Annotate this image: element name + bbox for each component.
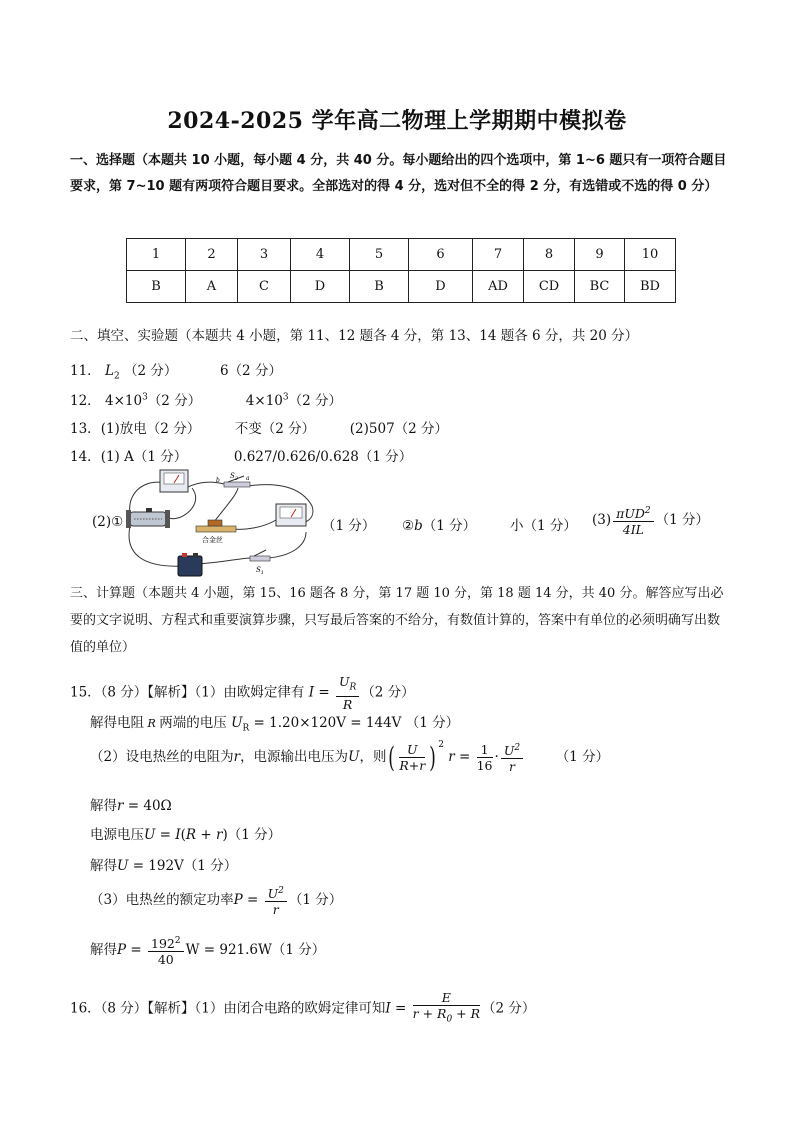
switch-s2-label: $S_2$ (230, 472, 238, 482)
q14-line1 (70, 445, 412, 465)
q16-head-text: 16．（8 分）【解析】（1）由闭合电路的欧姆定律可知 (70, 1000, 386, 1017)
table-cell: CD (524, 271, 575, 303)
q15-line6-text: 解得 (90, 858, 117, 874)
q15-line2: 解得电阻 R 两端的电压 $U_R = 1.20\times 120V = 144V$ （1 分） (90, 715, 460, 734)
q14-number: 14． (70, 449, 101, 465)
q15-line8-text: 解得 (90, 942, 117, 959)
q15-line6-points: （1 分） (183, 858, 238, 874)
q12-answer1-exponent: 3 (142, 392, 148, 403)
q12-answer2-points: （2 分） (288, 393, 343, 409)
q11-number: 11． (70, 363, 101, 379)
q14-answer3-variable: b (414, 518, 423, 534)
fraction-numerator: πUD (616, 506, 645, 522)
battery-icon (178, 553, 202, 576)
q13-answer3: (2)507（2 分） (349, 421, 449, 437)
q14-answer2: 0.627/0.626/0.628（1 分） (233, 449, 413, 465)
ammeter-icon (160, 470, 188, 492)
q12-line (70, 389, 342, 409)
q15-line2-text: 解得电阻 (90, 715, 144, 731)
q15-line2-text2: 两端的电压 (159, 715, 227, 731)
q15-line5: 电源电压U = I(R + r)（1 分） (90, 827, 282, 843)
q13-line (70, 417, 448, 437)
q14-answer1: (1) A（1 分） (100, 449, 188, 465)
q15-head: 15．（8 分）【解析】（1）由欧姆定律有 I = $\frac{U_R}{R}$ （2 分） (70, 674, 415, 712)
table-cell: D (291, 271, 350, 303)
section1-heading: 一、选择题（本题共 10 小题，每小题 4 分，共 40 分。每小题给出的四个选项中，第 1~6 题只有一项符合题目要求，第 7~10 题有两项符合题目要求。全部选对的得 4 分，选对但不全的得 2 分，有选错或不选的得 0 分） (70, 153, 727, 194)
table-cell: 8 (524, 239, 575, 271)
q15-head-points: （2 分） (361, 684, 415, 701)
q14-answer3-points: （1 分） (422, 518, 477, 534)
table-cell: 6 (409, 239, 473, 271)
table-cell: 2 (186, 239, 238, 271)
q15-line8-equation: W = 921.6W (185, 942, 272, 959)
q15-line4-equation: = 40Ω (127, 798, 172, 814)
q15-line7: （3）电热丝的额定功率P = $\frac{U^2}{r}$ （1 分） (90, 886, 343, 918)
table-cell: BD (625, 271, 676, 303)
q15-line3-text: （2）设电热丝的电阻为 (90, 749, 234, 765)
page-title: 2024-2025 学年高二物理上学期期中模拟卷 (167, 108, 627, 134)
q15-line3: （2）设电热丝的电阻为r，电源输出电压为U，则( $\frac{U}{R+r}$ ) $^2$ r = $\frac{1}{16}$ · $\frac{U^2}{r}$ （1 分） (90, 740, 610, 775)
q15-line6: 解得U = 192V（1 分） (90, 858, 238, 874)
voltmeter-icon (276, 504, 306, 526)
alloy-wire-label: 合金丝 (202, 536, 223, 544)
q15-line3-points: （1 分） (555, 749, 610, 765)
table-cell: 10 (625, 239, 676, 271)
alloy-wire-board-icon (196, 520, 236, 532)
table-cell: 1 (127, 239, 186, 271)
q11-answer1-symbol: L (104, 363, 114, 379)
q15-line8: 解得P = $\frac{192^2}{40}$ W = 921.6W（1 分） (90, 936, 326, 968)
q14-part2-label: (2)① (92, 514, 124, 530)
q15-line4: 解得r = 40Ω (90, 798, 172, 814)
switch-s2-contact-b: b (216, 477, 220, 484)
q15-line2-points: （1 分） (405, 715, 460, 731)
q16-head: 16．（8 分）【解析】（1）由闭合电路的欧姆定律可知I = $\frac{E}{r + R_0 + R}$ （2 分） (70, 990, 535, 1028)
q13-answer1: (1)放电（2 分） (100, 421, 201, 437)
q14-answer3-label: ② (402, 518, 415, 534)
q15-line8-points: （1 分） (271, 942, 326, 959)
q12-answer1-points: （2 分） (147, 393, 202, 409)
q12-number: 12． (70, 393, 101, 409)
q15-line4-text: 解得 (90, 798, 117, 814)
q16-fraction: $\frac{E}{r + R_0 + R}$ (412, 990, 481, 1025)
table-cell: AD (473, 271, 524, 303)
q13-number: 13． (70, 421, 101, 437)
switch-s1-label: $S_1$ (256, 566, 264, 576)
table-cell: C (238, 271, 291, 303)
q16-points: （2 分） (482, 1000, 536, 1017)
answer-table (126, 238, 676, 303)
section3-heading: 三、计算题（本题共 4 小题，第 15、16 题各 8 分，第 17 题 10 分，第 18 题 14 分，共 40 分。解答应写出必要的文字说明、方程式和重要演算步骤，只写最后答案的不给分，有数值计算的，答案中有单位的必须明确写出数值的单位） (70, 586, 724, 655)
q11-answer1-points: （2 分） (123, 363, 178, 379)
q15-line7-text: （3）电热丝的额定功率 (90, 892, 234, 909)
q14-answer5-points: （1 分） (655, 512, 710, 529)
table-cell: 5 (350, 239, 409, 271)
q15-line6-equation: = 192V (132, 858, 184, 874)
q15-ohm-fraction: $\frac{U_R}{R}$ (336, 674, 359, 712)
q15-line3-text2: ，电源输出电压为 (240, 749, 349, 765)
fraction-denominator: 4IL (622, 522, 644, 538)
q15-line2-equation: = 1.20×120V = 144V (253, 715, 402, 731)
section2-heading: 二、填空、实验题（本题共 4 小题，第 11、12 题各 4 分，第 13、14 题各 6 分，共 20 分） (70, 328, 639, 344)
table-cell: 4 (291, 239, 350, 271)
answer-table-answer-row (127, 271, 676, 303)
q15-line5-text: 电源电压 (90, 827, 144, 843)
q14-answer5-label: (3) (592, 512, 612, 529)
q11-answer1-subscript: 2 (113, 371, 120, 382)
q12-answer1: 4×10 (104, 393, 143, 409)
q12-answer2: 4×10 (245, 393, 283, 409)
q14-answer4: 小（1 分） (510, 518, 577, 534)
switch-s2-contact-a: a (246, 475, 250, 482)
q14-part2-points: （1 分） (322, 518, 376, 534)
q15-head-text: 15．（8 分）【解析】（1）由欧姆定律有 (70, 684, 305, 701)
q15-line7-points: （1 分） (288, 892, 343, 909)
q14-answer3 (402, 514, 476, 534)
rheostat-icon (126, 508, 170, 528)
q11-line (70, 359, 282, 382)
q14-answer5-fraction: $\frac{\pi UD^2}{4IL}$ (613, 504, 654, 537)
answer-table-number-row (127, 239, 676, 271)
table-cell: D (409, 271, 473, 303)
q15-line3-text3: ，则 (359, 749, 387, 765)
table-cell: B (127, 271, 186, 303)
q15-line5-points: （1 分） (227, 827, 282, 843)
q11-answer2: 6（2 分） (219, 363, 282, 379)
table-cell: A (186, 271, 238, 303)
circuit-diagram (116, 466, 326, 580)
table-cell: 9 (575, 239, 625, 271)
switch-s1-icon (250, 550, 270, 561)
table-cell: BC (575, 271, 625, 303)
q13-answer2: 不变（2 分） (234, 421, 316, 437)
q12-answer2-exponent: 3 (282, 392, 289, 403)
table-cell: 7 (473, 239, 524, 271)
table-cell: B (350, 271, 409, 303)
table-cell: 3 (238, 239, 291, 271)
q14-answer5 (592, 504, 709, 537)
